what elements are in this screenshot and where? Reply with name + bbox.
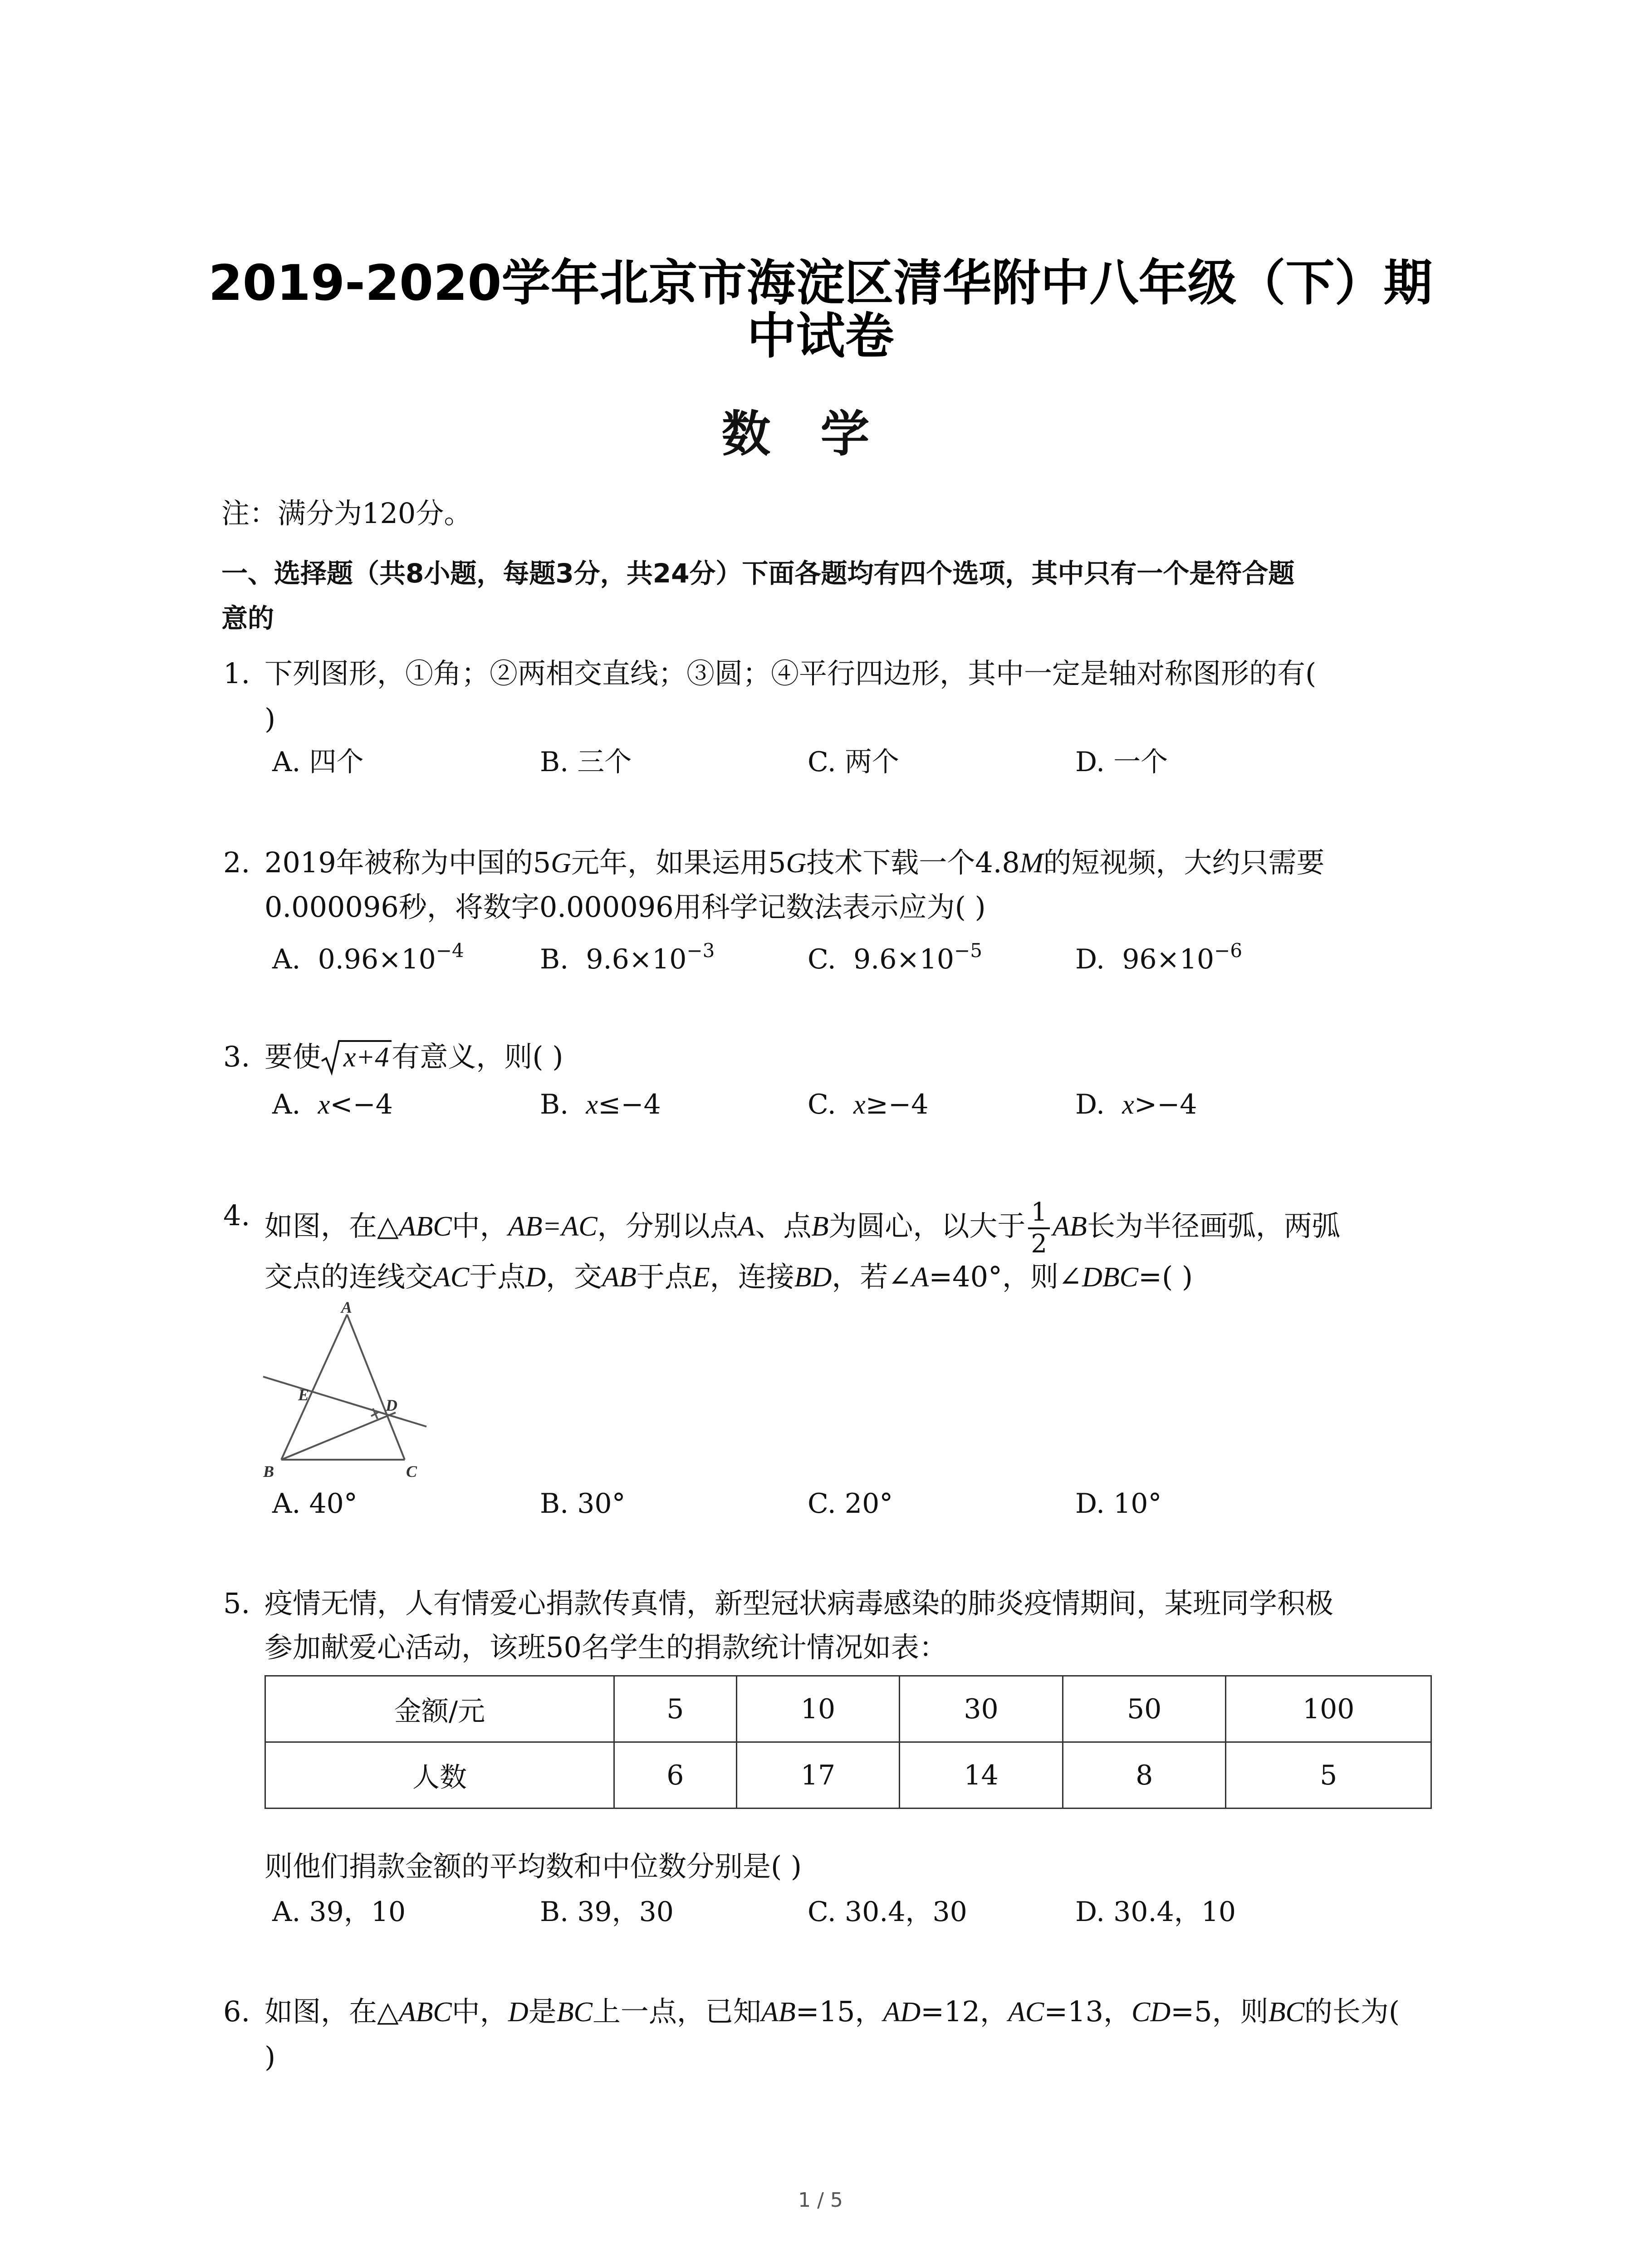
question-number: 4. bbox=[223, 1199, 250, 1232]
table-cell: 100 bbox=[1226, 1676, 1431, 1742]
option-c[interactable]: C. 两个 bbox=[808, 746, 899, 778]
table-cell: 8 bbox=[1063, 1742, 1226, 1809]
option-b[interactable]: B. x≤−4 bbox=[540, 1089, 661, 1120]
option-d[interactable]: D. $96\times 10^{-6}$ bbox=[1075, 939, 1243, 975]
question-text-cont: ) bbox=[265, 702, 276, 735]
question-text-cont: 0.000096秒，将数字0.000096用科学记数法表示应为( ) bbox=[265, 890, 986, 924]
point-label-d: D bbox=[386, 1396, 397, 1414]
option-d[interactable]: D. x>−4 bbox=[1075, 1089, 1197, 1120]
vertex-label-a: A bbox=[341, 1298, 353, 1316]
page-number: 1 / 5 bbox=[798, 2189, 843, 2212]
triangle-figure bbox=[254, 1297, 445, 1488]
option-b[interactable]: B. 39，30 bbox=[540, 1896, 674, 1928]
question-prompt: 则他们捐款金额的平均数和中位数分别是( ) bbox=[265, 1850, 802, 1883]
option-d[interactable]: D. 30.4，10 bbox=[1075, 1896, 1236, 1928]
radical-sign-icon bbox=[321, 1039, 341, 1075]
exam-title-line2: 中试卷 bbox=[747, 308, 894, 365]
question-number: 2. bbox=[223, 846, 250, 879]
question-text: 下列图形，①角；②两相交直线；③圆；④平行四边形，其中一定是轴对称图形的有( bbox=[265, 657, 1317, 690]
section-heading-line1: 一、选择题（共8小题，每题3分，共24分）下面各题均有四个选项，其中只有一个是符合题 bbox=[221, 558, 1295, 589]
option-b[interactable]: B. 三个 bbox=[540, 746, 632, 778]
option-c[interactable]: C. 30.4，30 bbox=[808, 1896, 967, 1928]
question-text-cont: ) bbox=[265, 2040, 276, 2073]
question-text: 疫情无情，人有情爱心捐款传真情，新型冠状病毒感染的肺炎疫情期间，某班同学积极 bbox=[265, 1587, 1334, 1620]
table-row bbox=[265, 1676, 1431, 1742]
option-b[interactable]: B. $9.6\times 10^{-3}$ bbox=[540, 939, 715, 975]
table-cell: 5 bbox=[1226, 1742, 1431, 1809]
option-a[interactable]: A. 40° bbox=[272, 1488, 358, 1520]
question-number: 5. bbox=[223, 1587, 250, 1620]
donation-table bbox=[265, 1675, 1432, 1809]
option-c[interactable]: C. 20° bbox=[808, 1488, 893, 1520]
option-d[interactable]: D. 一个 bbox=[1075, 746, 1168, 778]
exam-title-line1: 2019-2020学年北京市海淀区清华附中八年级（下）期 bbox=[208, 255, 1433, 312]
option-a[interactable]: A. 四个 bbox=[272, 746, 364, 778]
sqrt-expression: x+4 bbox=[321, 1039, 392, 1075]
table-cell: 17 bbox=[736, 1742, 900, 1809]
table-row bbox=[265, 1742, 1431, 1809]
option-a[interactable]: A. x<−4 bbox=[272, 1089, 393, 1120]
table-cell: 50 bbox=[1063, 1676, 1226, 1742]
question-text: 2019年被称为中国的5G元年，如果运用5G技术下载一个4.8M的短视频，大约只需要 bbox=[265, 846, 1325, 879]
option-b[interactable]: B. 30° bbox=[540, 1488, 626, 1520]
table-header-cell: 人数 bbox=[265, 1742, 614, 1809]
side-ab bbox=[281, 1315, 347, 1460]
option-a[interactable]: A. $0.96\times 10^{-4}$ bbox=[272, 939, 464, 975]
question-number: 1. bbox=[223, 657, 250, 690]
table-cell: 14 bbox=[900, 1742, 1063, 1809]
fraction-one-half: $\frac{1}{2}$ bbox=[1028, 1198, 1050, 1259]
option-c[interactable]: C. $9.6\times 10^{-5}$ bbox=[808, 939, 982, 975]
vertex-label-b: B bbox=[263, 1462, 274, 1481]
question-text: 要使 x+4有意义，则( ) bbox=[265, 1039, 563, 1075]
option-a[interactable]: A. 39，10 bbox=[272, 1896, 406, 1928]
point-label-e: E bbox=[298, 1386, 309, 1404]
question-text: 如图，在△ABC中，AB=AC，分别以点A、点B为圆心，以大于 $\frac{1}{2}$ AB长为半径画弧，两弧 bbox=[265, 1198, 1340, 1259]
question-number: 3. bbox=[223, 1040, 250, 1073]
table-cell: 10 bbox=[736, 1676, 900, 1742]
subject-title: 数学 bbox=[721, 406, 920, 463]
perpendicular-bisector bbox=[263, 1377, 426, 1427]
table-header-cell: 金额/元 bbox=[265, 1676, 614, 1742]
vertex-label-c: C bbox=[406, 1462, 417, 1481]
side-ac bbox=[347, 1315, 405, 1460]
question-text: 如图，在△ABC中，D是BC上一点，已知AB=15，AD=12，AC=13，CD=5，则BC的长为( bbox=[265, 1995, 1400, 2028]
segment-bd bbox=[281, 1413, 396, 1460]
table-cell: 5 bbox=[614, 1676, 737, 1742]
option-d[interactable]: D. 10° bbox=[1075, 1488, 1162, 1520]
question-text-cont: 交点的连线交AC于点D，交AB于点E，连接BD，若∠A=40°，则∠DBC=( ) bbox=[265, 1260, 1193, 1293]
section-heading-line2: 意的 bbox=[221, 603, 274, 634]
question-number: 6. bbox=[223, 1995, 250, 2028]
table-cell: 30 bbox=[900, 1676, 1063, 1742]
question-text-cont: 参加献爱心活动，该班50名学生的捐款统计情况如表： bbox=[265, 1631, 947, 1664]
table-cell: 6 bbox=[614, 1742, 737, 1809]
option-c[interactable]: C. x≥−4 bbox=[808, 1089, 929, 1120]
score-note: 注：满分为120分。 bbox=[221, 497, 472, 530]
